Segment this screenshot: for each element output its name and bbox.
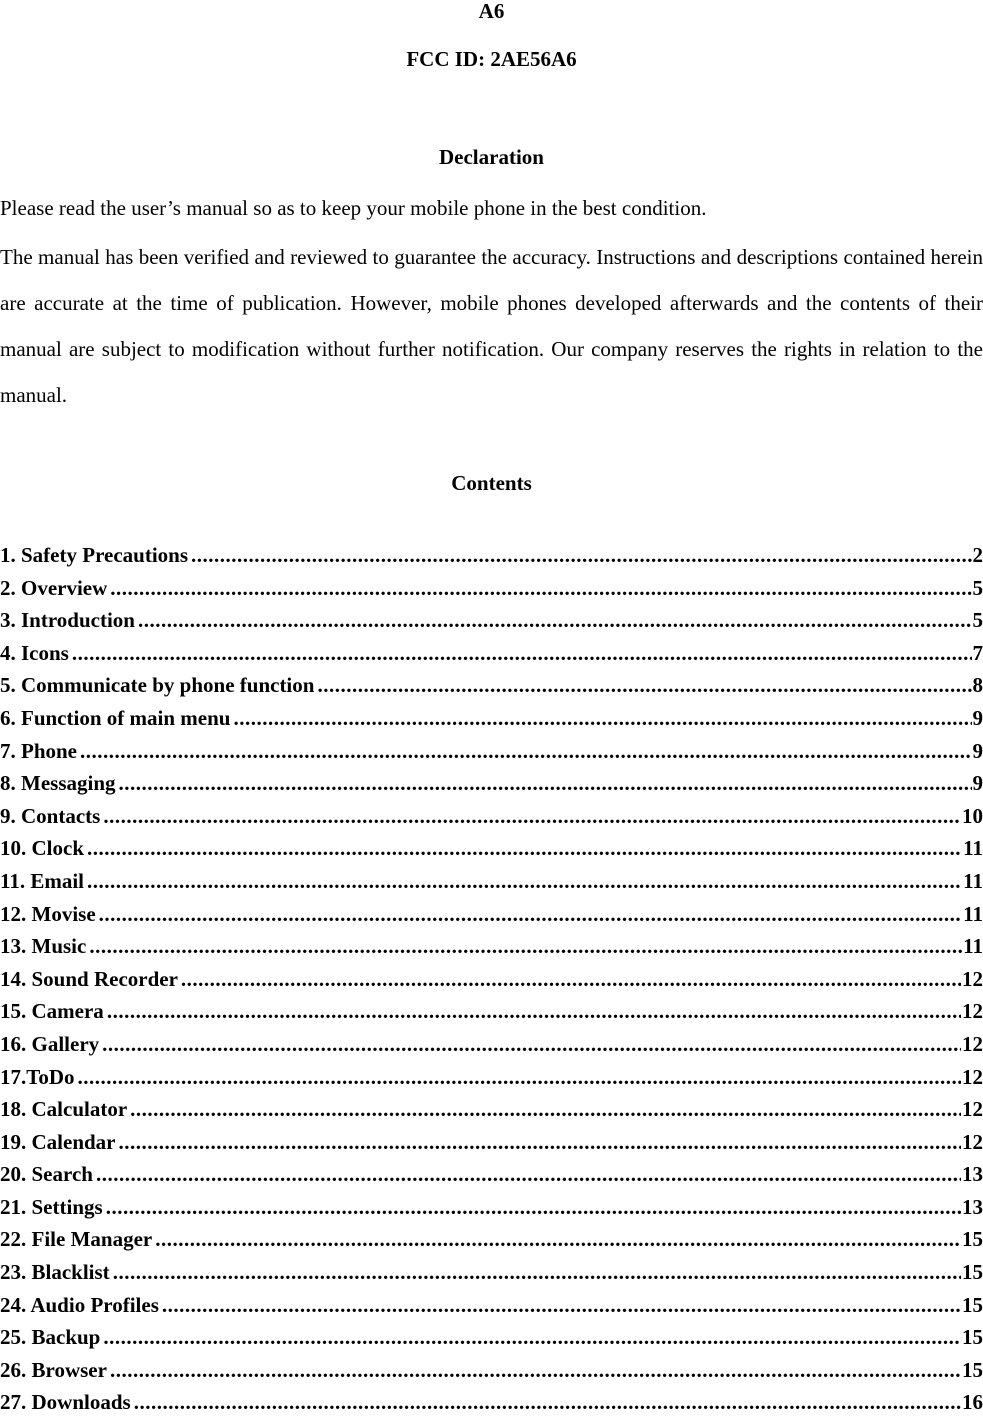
toc-entry-page: 8 [973,670,983,700]
toc-entry[interactable] [0,964,983,997]
toc-entry-title: 14. Sound Recorder [0,964,178,994]
toc-entry-page: 15 [962,1290,983,1320]
toc-dot-leader [181,964,961,994]
declaration-paragraph-2: The manual has been verified and reviewed to guarantee the accuracy. Instructions and descriptions contained herein are accurate at the time of publication. However, mobile phones developed afterwards and the contents of their manual are subject to modification without further notification. Our company reserves the rights in relation to the manual. [0,234,983,418]
toc-entry-title: 11. Email [0,866,84,896]
toc-dot-leader [106,1192,961,1222]
toc-entry-page: 11 [963,899,983,929]
toc-dot-leader [134,1387,961,1417]
toc-entry[interactable] [0,1224,983,1257]
toc-entry-page: 11 [963,931,983,961]
toc-entry-title: 18. Calculator [0,1094,127,1124]
toc-entry-title: 26. Browser [0,1355,107,1385]
toc-dot-leader [96,1159,961,1189]
toc-entry-title: 7. Phone [0,736,77,766]
toc-entry[interactable] [0,1322,983,1355]
toc-entry-title: 13. Music [0,931,86,961]
toc-entry-title: 6. Function of main menu [0,703,230,733]
toc-entry-title: 1. Safety Precautions [0,540,188,570]
toc-entry-title: 8. Messaging [0,768,116,798]
toc-entry-title: 9. Contacts [0,801,100,831]
toc-entry-title: 16. Gallery [0,1029,99,1059]
model-title: A6 [0,0,983,23]
toc-entry-title: 24. Audio Profiles [0,1290,159,1320]
toc-entry[interactable] [0,899,983,932]
toc-entry-page: 15 [962,1355,983,1385]
toc-entry-page: 12 [962,964,983,994]
declaration-paragraph-1: Please read the user’s manual so as to keep your mobile phone in the best condition. [0,196,983,220]
toc-entry[interactable] [0,1355,983,1388]
toc-entry-page: 9 [973,768,983,798]
toc-dot-leader [233,703,971,733]
toc-entry[interactable] [0,1257,983,1290]
toc-dot-leader [107,996,961,1026]
toc-dot-leader [110,573,971,603]
toc-entry-page: 12 [962,1062,983,1092]
toc-entry[interactable] [0,1290,983,1323]
toc-entry[interactable] [0,1062,983,1095]
toc-dot-leader [72,638,972,668]
toc-entry-title: 25. Backup [0,1322,100,1352]
toc-entry-page: 10 [962,801,983,831]
toc-entry-page: 15 [962,1257,983,1287]
toc-entry-page: 11 [963,866,983,896]
toc-entry-page: 7 [973,638,983,668]
toc-entry-title: 23. Blacklist [0,1257,110,1287]
toc-entry-page: 11 [963,833,983,863]
toc-entry-page: 9 [973,736,983,766]
toc-entry-page: 13 [962,1192,983,1222]
toc-dot-leader [87,866,962,896]
toc-dot-leader [317,670,971,700]
toc-entry[interactable] [0,931,983,964]
toc-dot-leader [89,931,962,961]
toc-entry-title: 2. Overview [0,573,107,603]
toc-entry[interactable] [0,670,983,703]
toc-dot-leader [155,1224,961,1254]
toc-dot-leader [110,1355,961,1385]
toc-dot-leader [138,605,972,635]
toc-entry[interactable] [0,736,983,769]
toc-entry[interactable] [0,996,983,1029]
toc-dot-leader [103,1322,961,1352]
toc-entry-title: 20. Search [0,1159,93,1189]
toc-entry-title: 5. Communicate by phone function [0,670,314,700]
toc-entry[interactable] [0,703,983,736]
toc-entry[interactable] [0,866,983,899]
toc-dot-leader [113,1257,961,1287]
toc-entry-title: 12. Movise [0,899,96,929]
toc-entry-title: 19. Calendar [0,1127,116,1157]
toc-entry-page: 12 [962,996,983,1026]
toc-entry-title: 27. Downloads [0,1387,131,1417]
toc-entry-page: 15 [962,1322,983,1352]
toc-entry[interactable] [0,1094,983,1127]
toc-entry[interactable] [0,801,983,834]
toc-entry[interactable] [0,1159,983,1192]
toc-entry-page: 12 [962,1094,983,1124]
fcc-id: FCC ID: 2AE56A6 [0,47,983,71]
toc-entry-title: 10. Clock [0,833,84,863]
toc-entry-title: 3. Introduction [0,605,135,635]
toc-entry[interactable] [0,1127,983,1160]
toc-entry[interactable] [0,573,983,606]
toc-dot-leader [102,1029,961,1059]
toc-dot-leader [162,1290,961,1320]
toc-entry-page: 15 [962,1224,983,1254]
toc-entry-title: 22. File Manager [0,1224,152,1254]
toc-entry-title: 17.ToDo [0,1062,75,1092]
toc-entry[interactable] [0,1192,983,1225]
toc-entry-title: 15. Camera [0,996,104,1026]
toc-entry[interactable] [0,768,983,801]
toc-entry-page: 12 [962,1029,983,1059]
toc-dot-leader [80,736,971,766]
toc-entry[interactable] [0,833,983,866]
toc-dot-leader [119,768,972,798]
toc-entry-page: 5 [973,605,983,635]
declaration-heading: Declaration [0,145,983,169]
toc-entry-title: 21. Settings [0,1192,103,1222]
toc-entry[interactable] [0,540,983,573]
toc-dot-leader [87,833,962,863]
toc-dot-leader [119,1127,962,1157]
toc-entry-page: 2 [973,540,983,570]
table-of-contents [0,540,983,1420]
toc-dot-leader [78,1062,962,1092]
toc-entry-page: 16 [962,1387,983,1417]
toc-dot-leader [99,899,963,929]
toc-entry-page: 13 [962,1159,983,1189]
toc-entry[interactable] [0,638,983,671]
toc-dot-leader [130,1094,961,1124]
toc-entry[interactable] [0,605,983,638]
toc-entry-page: 12 [962,1127,983,1157]
toc-dot-leader [191,540,971,570]
toc-entry-page: 5 [973,573,983,603]
toc-entry[interactable] [0,1029,983,1062]
toc-entry-title: 4. Icons [0,638,69,668]
toc-entry-page: 9 [973,703,983,733]
toc-entry[interactable] [0,1387,983,1420]
contents-heading: Contents [0,471,983,495]
toc-dot-leader [103,801,961,831]
